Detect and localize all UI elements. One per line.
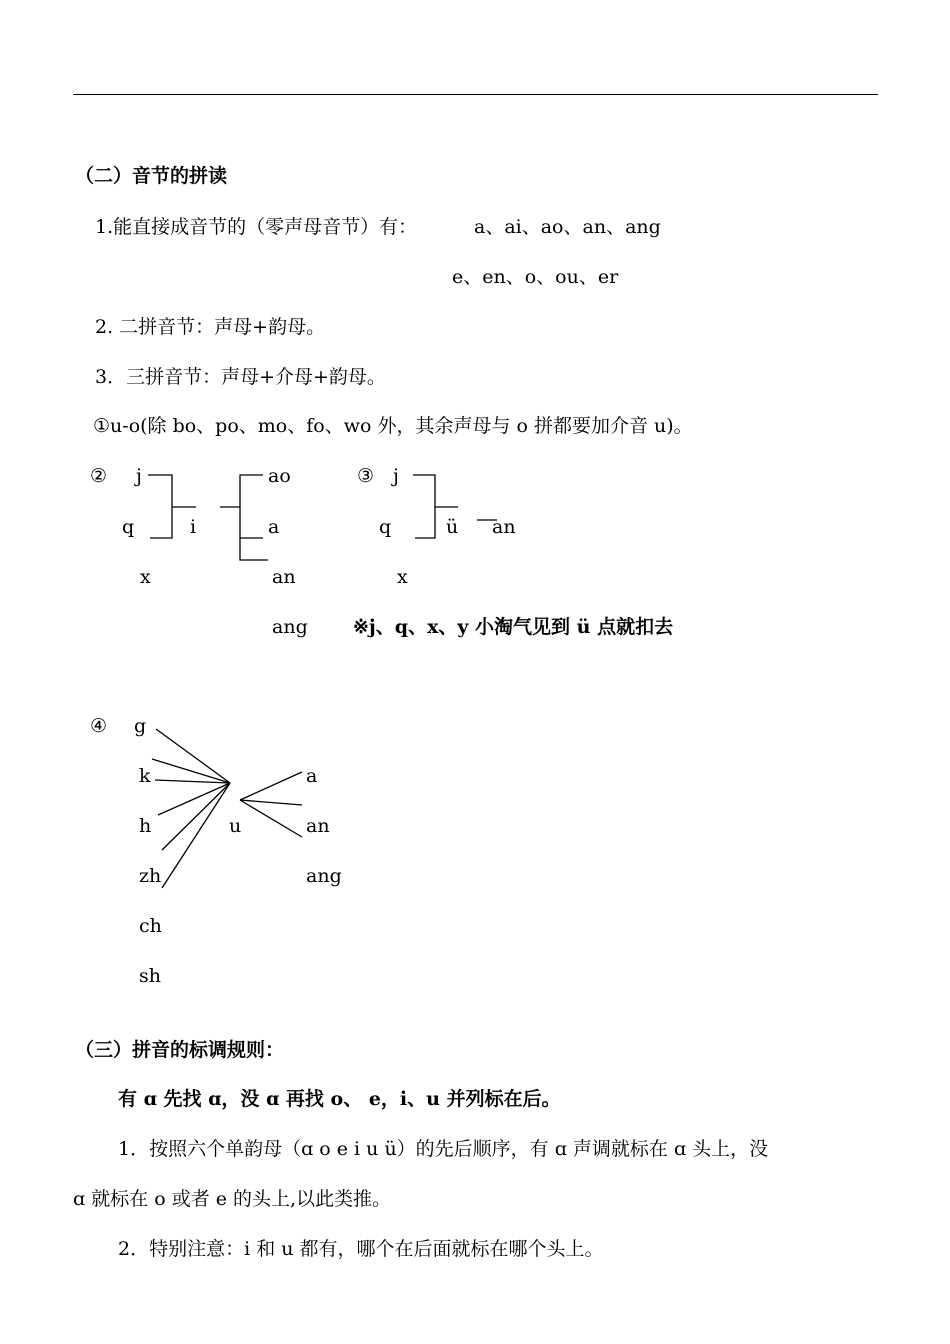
item3: 3．三拼音节：声母+介母+韵母。	[95, 366, 386, 388]
diagram2-initial-x: x	[140, 566, 151, 588]
diagram3-marker: ③	[357, 465, 375, 487]
diagram4-link-h	[158, 783, 230, 815]
diagram3-bracket	[413, 475, 435, 538]
note1: ①u-o(除 bo、po、mo、fo、wo 外，其余声母与 o 拼都要加介音 u)。	[93, 415, 693, 437]
diagram4-link-h2	[162, 783, 230, 850]
item1-line2: e、en、o、ou、er	[452, 266, 619, 288]
diagram2-final-an: an	[272, 566, 296, 588]
diagram4-link-k2	[155, 780, 230, 783]
section3-item2: 2．特别注意：i 和 u 都有，哪个在后面就标在哪个头上。	[118, 1238, 604, 1260]
diagram2-final-ang: ang	[272, 616, 308, 638]
diagram4-link-g	[156, 729, 230, 783]
diagram4-final-a: a	[306, 765, 318, 787]
diagram2-final-ao: ao	[268, 465, 291, 487]
diagram4-link-mid	[240, 800, 302, 805]
diagram3-initial-j: j	[393, 465, 399, 487]
diagram4-initial-g: g	[134, 715, 147, 737]
diagram4-medial-u: u	[229, 815, 242, 837]
diagram2-initial-q: q	[122, 516, 135, 538]
header-rule	[73, 94, 878, 95]
section3-item1-line2: ɑ 就标在 o 或者 e 的头上,以此类推。	[73, 1188, 392, 1210]
diagram4-link-a	[240, 772, 302, 800]
diagram4-initial-ch: ch	[139, 915, 162, 937]
diagram4-final-an: an	[306, 815, 330, 837]
diagram4-marker: ④	[90, 715, 108, 737]
diagram3-rule: ※j、q、x、y 小淘气见到 ü 点就扣去	[353, 616, 674, 638]
diagram3-final-an: an	[492, 516, 516, 538]
diagram4-initial-h: h	[139, 815, 152, 837]
section3-rule: 有 ɑ 先找 ɑ，没 ɑ 再找 o、 e，i、u 并列标在后。	[118, 1088, 561, 1110]
item2: 2. 二拼音节：声母+韵母。	[95, 316, 326, 338]
diagram2-marker: ②	[90, 465, 108, 487]
section2-heading: （二）音节的拼读	[75, 165, 228, 187]
diagram3-medial-u: ü	[446, 516, 459, 538]
diagram4-link-an	[240, 800, 302, 837]
diagram4-link-k	[152, 759, 230, 783]
diagram2-final-a: a	[268, 516, 280, 538]
diagram4-link-zh	[162, 783, 230, 888]
item1-label: 1.能直接成音节的（零声母音节）有：	[95, 216, 418, 238]
section3-heading: （三）拼音的标调规则：	[75, 1039, 285, 1061]
section3-item1-line1: 1．按照六个单韵母（ɑ o e i u ü）的先后顺序，有 ɑ 声调就标在 ɑ 头上，没	[118, 1138, 769, 1160]
diagram2-left-bracket	[148, 475, 172, 538]
diagram2-initial-j: j	[136, 465, 142, 487]
diagram4-initial-zh: zh	[139, 865, 162, 887]
diagram4-final-ang: ang	[306, 865, 342, 887]
item1-line1: a、ai、ao、an、ang	[474, 216, 661, 238]
diagram3-initial-x: x	[397, 566, 408, 588]
diagram3-initial-q: q	[379, 516, 392, 538]
diagram2-right-bracket	[240, 475, 268, 560]
diagram4-initial-sh: sh	[139, 965, 161, 987]
diagram4-initial-k: k	[139, 765, 151, 787]
diagram2-medial-i: i	[190, 516, 197, 538]
